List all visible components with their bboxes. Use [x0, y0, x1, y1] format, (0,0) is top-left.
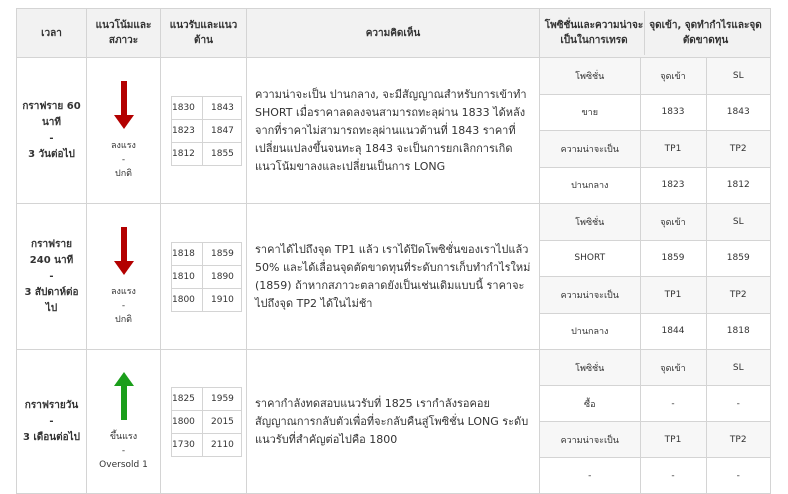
level-row — [172, 96, 242, 119]
timeframe-cell — [17, 204, 87, 350]
trend-strength: ลงแรง — [111, 140, 136, 151]
support-level: 1730 — [172, 433, 203, 456]
resistance-level: 1843 — [203, 96, 242, 119]
trade-cell-value: โพซิชั่น — [540, 350, 640, 386]
comment-cell: ราคากำลังทดสอบแนวรับที่ 1825 เรากำลังรอคอยสัญญาณการกลับตัวเพื่อที่จะกลับคืนสู่โพซิชั่น LONG ระดับแนวรับที่สำคัญต่อไปคือ 1800 — [247, 350, 540, 494]
resistance-level: 1910 — [203, 288, 242, 311]
trend-separator: - — [121, 445, 126, 456]
level-row — [172, 142, 242, 165]
header-time: เวลา — [17, 9, 87, 58]
trade-cell-value: จุดเข้า — [640, 58, 706, 94]
trade-header-row — [540, 350, 770, 386]
support-level: 1800 — [172, 410, 203, 433]
support-level: 1823 — [172, 119, 203, 142]
trade-cell-value: ความน่าจะเป็น — [540, 422, 640, 458]
trade-cell-value: ปานกลาง — [540, 313, 640, 349]
support-level: 1825 — [172, 387, 203, 410]
trade-values-row — [540, 386, 770, 422]
header-entry-tp-sl: จุดเข้า, จุดทำกำไรและจุดตัดขาดทุน — [645, 11, 767, 55]
trend-separator: - — [121, 154, 126, 165]
timeframe-cell — [17, 58, 87, 204]
trade-cell-value: ความน่าจะเป็น — [540, 277, 640, 314]
level-row — [172, 119, 242, 142]
trade-cell-value: ความน่าจะเป็น — [540, 131, 640, 168]
trade-cell-value: SL — [706, 204, 770, 240]
trade-cell-value: 1844 — [640, 313, 706, 349]
timeframe-separator: - — [49, 415, 54, 427]
header-row — [17, 9, 771, 58]
trade-table — [540, 204, 770, 349]
level-row — [172, 410, 242, 433]
trade-cell-value: TP1 — [640, 277, 706, 314]
trade-values-row — [540, 240, 770, 277]
timeframe-label: กราฟรายวัน — [24, 399, 79, 411]
trade-cell-value: 1833 — [640, 94, 706, 131]
header-position-cell — [540, 9, 771, 58]
trend-separator: - — [121, 300, 126, 311]
arrow-up-icon — [114, 372, 134, 420]
level-row — [172, 387, 242, 410]
trend-cell — [87, 58, 161, 204]
arrow-down-icon — [114, 81, 134, 129]
analysis-row — [17, 58, 771, 204]
trade-cell-value: SHORT — [540, 240, 640, 277]
trade-cell-value: โพซิชั่น — [540, 204, 640, 240]
comment-cell: ราคาได้ไปถึงจุด TP1 แล้ว เราได้ปิดโพซิชั่นของเราไปแล้ว 50% และได้เลื่อนจุดตัดขาดทุนที่ระดับการเก็บทำกำไรใหม่ (1859) ถ้าหากสภาวะตลาดยังเป็นเช่นเดิมแบบนี้ ราคาจะไปถึงจุด TP2 ได้ในไม่ช้า — [247, 204, 540, 350]
trend-strength: ขึ้นแรง — [109, 431, 138, 442]
trade-cell-value: 1812 — [726, 180, 750, 191]
trade-cell-value: SL — [706, 350, 770, 386]
trade-cell-value: - — [640, 458, 706, 494]
trend-cell — [87, 350, 161, 494]
trade-cell-value: 1818 — [726, 326, 750, 337]
trade-table — [540, 58, 770, 203]
trade-cell-value: 1859 — [706, 240, 770, 277]
trade-cell-value: TP2 — [706, 422, 770, 458]
resistance-level: 2110 — [203, 433, 242, 456]
level-row — [172, 242, 242, 265]
horizon-label: 3 วันต่อไป — [28, 148, 75, 160]
trend-state: Oversold 1 — [99, 459, 148, 470]
support-resistance-levels — [171, 96, 242, 166]
trade-probability-values-row — [540, 458, 770, 494]
trade-cell-value: 1823 — [640, 167, 706, 203]
resistance-level: 1859 — [203, 242, 242, 265]
support-level: 1830 — [172, 96, 203, 119]
support-level: 1818 — [172, 242, 203, 265]
level-row — [172, 433, 242, 456]
level-row — [172, 288, 242, 311]
resistance-level: 1847 — [203, 119, 242, 142]
analysis-table — [16, 8, 771, 494]
support-resistance-levels — [171, 387, 242, 457]
horizon-label: 3 เดือนต่อไป — [22, 431, 81, 443]
trade-probability-header-row — [540, 422, 770, 458]
analysis-row — [17, 204, 771, 350]
support-resistance-cell — [161, 350, 247, 494]
header-trend: แนวโน้มและสภาวะ — [87, 9, 161, 58]
trade-header-row — [540, 58, 770, 94]
timeframe-label: กราฟราย 60 นาที — [22, 100, 81, 128]
support-resistance-cell — [161, 204, 247, 350]
trend-state: ปกติ — [114, 314, 132, 325]
support-level: 1800 — [172, 288, 203, 311]
support-resistance-cell — [161, 58, 247, 204]
trade-probability-values-row — [540, 167, 770, 203]
trade-cell-value: - — [736, 470, 740, 481]
trade-cell-value: - — [640, 386, 706, 422]
resistance-level: 1959 — [203, 387, 242, 410]
trade-cell-value: TP1 — [640, 131, 706, 168]
timeframe-separator: - — [49, 132, 54, 144]
resistance-level: 2015 — [203, 410, 242, 433]
trade-probability-header-row — [540, 277, 770, 314]
trade-cell — [540, 204, 771, 350]
timeframe-label: กราฟราย 240 นาที — [29, 238, 74, 266]
trend-cell — [87, 204, 161, 350]
support-resistance-levels — [171, 242, 242, 312]
analysis-table-wrapper — [16, 8, 770, 494]
trade-cell — [540, 58, 771, 204]
trade-cell-value: จุดเข้า — [640, 204, 706, 240]
header-comment: ความคิดเห็น — [247, 9, 540, 58]
trade-cell-value: ปานกลาง — [540, 167, 640, 203]
trade-cell — [540, 350, 771, 494]
trade-cell-value: ขาย — [540, 94, 640, 131]
level-row — [172, 265, 242, 288]
resistance-level: 1855 — [203, 142, 242, 165]
header-position: โพซิชั่นและความน่าจะเป็นในการเทรด — [544, 11, 645, 55]
analysis-row — [17, 350, 771, 494]
timeframe-cell — [17, 350, 87, 494]
trade-cell-value: - — [706, 386, 770, 422]
trade-cell-value: ซื้อ — [540, 386, 640, 422]
trade-cell-value: 1843 — [706, 94, 770, 131]
trade-probability-header-row — [540, 131, 770, 168]
timeframe-separator: - — [49, 270, 54, 282]
trade-table — [540, 350, 770, 493]
trade-values-row — [540, 94, 770, 131]
trade-cell-value: SL — [706, 58, 770, 94]
trade-probability-values-row — [540, 313, 770, 349]
comment-cell: ความน่าจะเป็น ปานกลาง, จะมีสัญญาณสำหรับการเข้าทำ SHORT เมื่อราคาลดลงจนสามารถทะลุผ่าน 1833 ได้หลังจากที่ราคาไม่สามารถทะลุผ่านแนวต้านที่ 1843 ราคาที่เปลี่ยนแปลงขึ้นจนทะลุ 1843 จะเป็นการยกเลิกการเกิดแนวโน้มขาลงและเปลี่ยนเป็นการ LONG — [247, 58, 540, 204]
arrow-down-icon — [114, 227, 134, 275]
trade-cell-value: TP1 — [640, 422, 706, 458]
trade-cell-value: TP2 — [706, 131, 770, 168]
trade-cell-value: TP2 — [706, 277, 770, 314]
header-support-resistance: แนวรับและแนวต้าน — [161, 9, 247, 58]
support-level: 1812 — [172, 142, 203, 165]
trade-cell-value: จุดเข้า — [640, 350, 706, 386]
trade-cell-value: 1859 — [640, 240, 706, 277]
support-level: 1810 — [172, 265, 203, 288]
resistance-level: 1890 — [203, 265, 242, 288]
horizon-label: 3 สัปดาห์ต่อไป — [24, 286, 79, 314]
trade-cell-value: - — [540, 458, 640, 494]
trend-state: ปกติ — [114, 168, 132, 179]
trade-header-row — [540, 204, 770, 240]
trend-strength: ลงแรง — [111, 286, 136, 297]
trade-cell-value: โพซิชั่น — [540, 58, 640, 94]
